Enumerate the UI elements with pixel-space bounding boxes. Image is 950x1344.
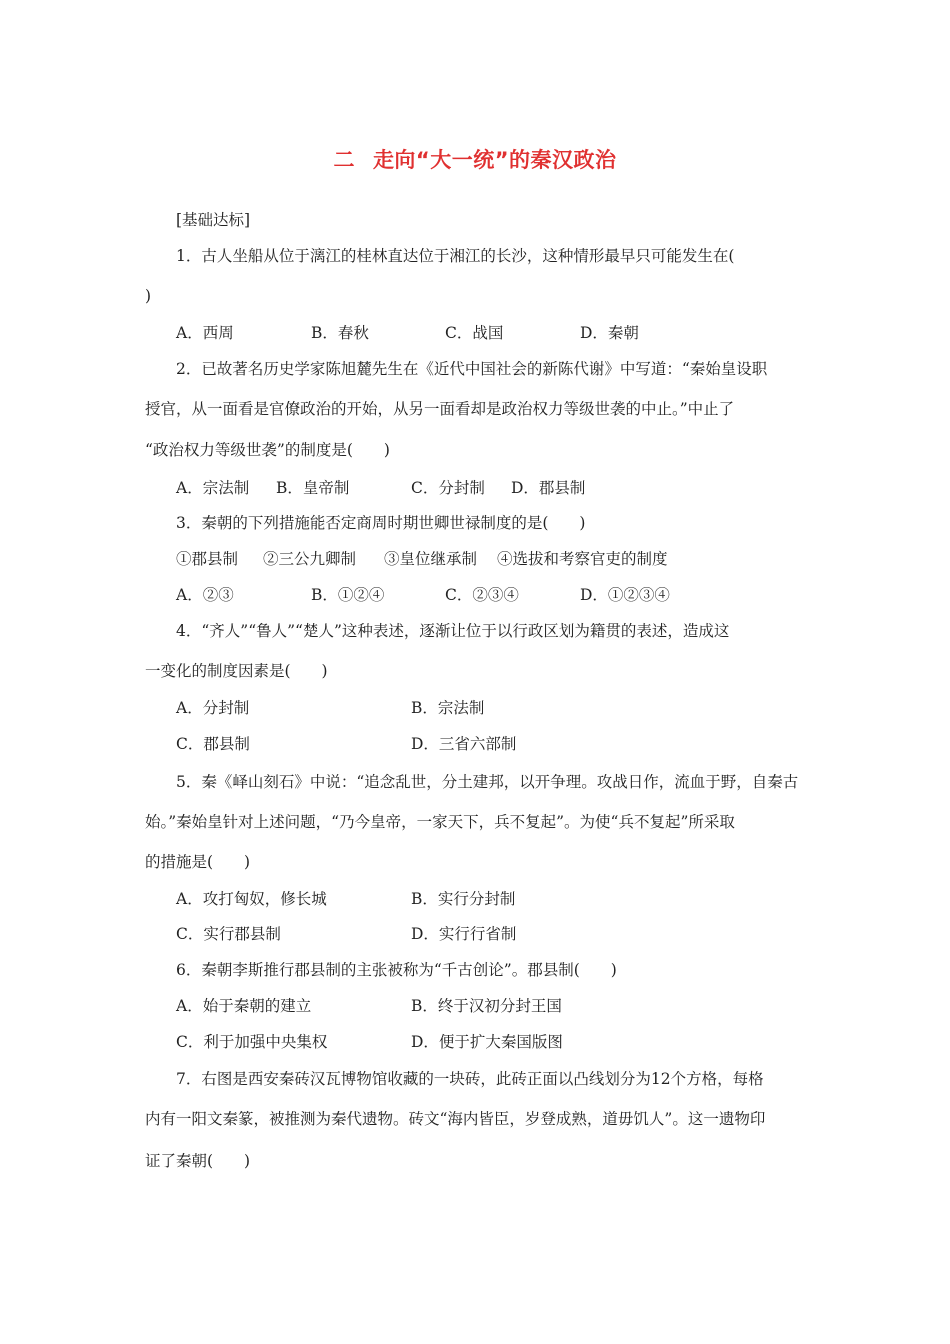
q5-line2: 始。”秦始皇针对上述问题，“乃今皇帝，一家天下，兵不复起”。为使“兵不复起”所采取 [145,813,735,831]
q6-line1: 6．秦朝李斯推行郡县制的主张被称为“千古创论”。郡县制( ) [176,961,617,979]
q3-item-2: ②三公九卿制 [263,550,357,568]
q2-option-d: D．郡县制 [511,479,586,497]
q5-option-a: A．攻打匈奴，修长城 [176,890,327,908]
q4-line1: 4．“齐人”“鲁人”“楚人”这种表述，逐渐让位于以行政区划为籍贯的表述，造成这 [176,622,730,640]
q2-option-c: C．分封制 [411,479,485,497]
q2-option-a: A．宗法制 [176,479,250,497]
q6-option-a: A．始于秦朝的建立 [176,997,312,1015]
q5-line1: 5．秦《峄山刻石》中说：“追念乱世，分土建邦，以开争理。攻战日作，流血于野，自秦古 [176,773,799,791]
page-title [0,144,950,174]
section-number: 二 [333,148,355,172]
q3-item-1: ①郡县制 [176,550,239,568]
q4-option-c: C．郡县制 [176,735,250,753]
q1-option-b: B．春秋 [311,324,369,342]
q3-item-4: ④选拔和考察官吏的制度 [497,550,668,568]
q4-line2: 一变化的制度因素是( ) [145,662,328,680]
q1-option-d: D．秦朝 [580,324,639,342]
q3-option-d: D．①②③④ [580,586,670,604]
q3-option-b: B．①②④ [311,586,385,604]
q2-line2: 授官，从一面看是官僚政治的开始，从另一面看却是政治权力等级世袭的中止。”中止了 [145,400,735,418]
q5-option-b: B．实行分封制 [411,890,516,908]
q7-line3: 证了秦朝( ) [145,1152,251,1170]
q1-option-a: A．西周 [176,324,234,342]
title-text: 走向“大一统”的秦汉政治 [372,148,617,172]
q1-line1: 1．古人坐船从位于漓江的桂林直达位于湘江的长沙，这种情形最早只可能发生在( [176,247,735,265]
q1-line2: ) [145,287,152,305]
q6-option-b: B．终于汉初分封王国 [411,997,562,1015]
q2-line1: 2．已故著名历史学家陈旭麓先生在《近代中国社会的新陈代谢》中写道：“秦始皇设职 [176,360,768,378]
q5-option-c: C．实行郡县制 [176,925,281,943]
q7-line2: 内有一阳文秦篆，被推测为秦代遗物。砖文“海内皆臣，岁登成熟，道毋饥人”。这一遗物印 [145,1110,766,1128]
q6-option-d: D．便于扩大秦国版图 [411,1033,563,1051]
q3-line1: 3．秦朝的下列措施能否定商周时期世卿世禄制度的是( ) [176,514,586,532]
q4-option-d: D．三省六部制 [411,735,517,753]
q5-option-d: D．实行行省制 [411,925,517,943]
q2-line3: “政治权力等级世袭”的制度是( ) [145,441,390,459]
q4-option-a: A．分封制 [176,699,250,717]
q3-option-c: C．②③④ [445,586,519,604]
q3-item-3: ③皇位继承制 [384,550,478,568]
q3-option-a: A．②③ [176,586,234,604]
q4-option-b: B．宗法制 [411,699,485,717]
section-label: [基础达标] [176,211,251,229]
q2-option-b: B．皇帝制 [276,479,350,497]
q5-line3: 的措施是( ) [145,853,251,871]
q1-option-c: C．战国 [445,324,504,342]
q6-option-c: C．利于加强中央集权 [176,1033,328,1051]
q7-line1: 7．右图是西安秦砖汉瓦博物馆收藏的一块砖，此砖正面以凸线划分为12个方格，每格 [176,1070,764,1088]
